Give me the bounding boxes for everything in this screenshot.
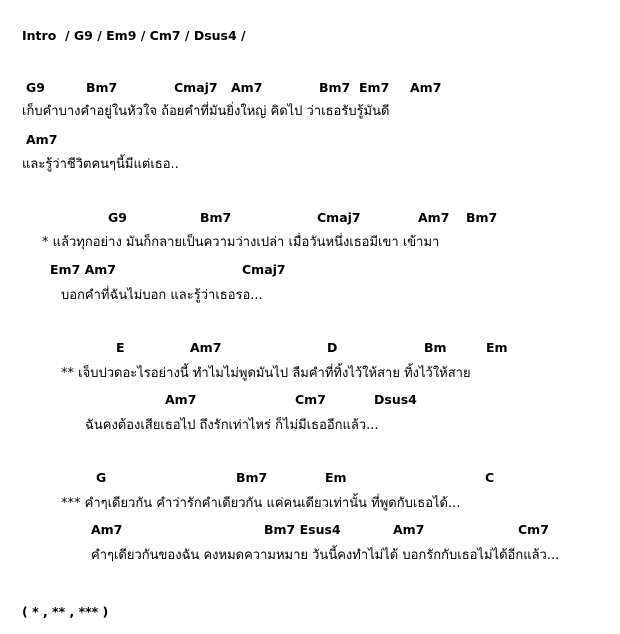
lyric-line: และรู้ว่าชีวิตคนๆนี้มีแต่เธอ.. [22, 157, 179, 172]
chord: Dsus4 [374, 392, 417, 407]
chord: G9 [108, 210, 127, 225]
chord: D [327, 340, 338, 355]
chord: Am7 [231, 80, 263, 95]
chord: E [116, 340, 125, 355]
chord: Em [325, 470, 347, 485]
lyric-line: บอกคำที่ฉันไม่บอก และรู้ว่าเธอรอ... [61, 288, 263, 303]
lyric-line: * แล้วทุกอย่าง มันก็กลายเป็นความว่างเปล่า เมื่อวันหนึ่งเธอมีเขา เข้ามา [42, 235, 440, 250]
chord: Cmaj7 [242, 262, 286, 277]
chord: G [96, 470, 107, 485]
chord: Am7 [91, 522, 123, 537]
chord: Am7 [418, 210, 450, 225]
lyric-line: ** เจ็บปวดอะไรอย่างนี้ ทำไมไม่พูดมันไป ลืมคำที่ทิ้งไว้ให้สาย ทิ้งไว้ให้สาย [61, 366, 471, 381]
lyric-line: คำๆเดียวกันของฉัน คงหมดความหมาย วันนี้คงทำไม่ได้ บอกรักกับเธอไม่ได้อีกแล้ว... [91, 548, 560, 563]
chord: Em [486, 340, 508, 355]
chord: Em7 [359, 80, 390, 95]
chord: Cmaj7 [174, 80, 218, 95]
chord: Bm [424, 340, 447, 355]
chord: Bm7 [466, 210, 498, 225]
lyric-line: ฉันคงต้องเสียเธอไป ถึงรักเท่าไหร่ ก็ไม่มีเธออีกแล้ว... [85, 418, 379, 433]
chord: Bm7 Esus4 [264, 522, 341, 537]
intro-line: Intro / G9 / Em9 / Cm7 / Dsus4 / [22, 28, 246, 43]
lyric-line: *** คำๆเดียวกัน คำว่ารักคำเดียวกัน แค่คนเดียวเท่านั้น ที่พูดกับเธอได้... [61, 496, 461, 511]
chord: Bm7 [200, 210, 232, 225]
chord: Am7 [190, 340, 222, 355]
chord: Bm7 [236, 470, 268, 485]
chord: Cmaj7 [317, 210, 361, 225]
lyric-line: เก็บคำบางคำอยู่ในหัวใจ ถ้อยคำที่มันยิ่งใหญ่ คิดไป ว่าเธอรับรู้มันดี [22, 104, 390, 119]
chord: Am7 [26, 132, 58, 147]
chord: Cm7 [518, 522, 549, 537]
repeat-marker: ( * , ** , *** ) [22, 604, 109, 619]
chord: Am7 [165, 392, 197, 407]
chord: C [485, 470, 495, 485]
chord: Am7 [410, 80, 442, 95]
chord: Bm7 [86, 80, 118, 95]
chord: Cm7 [295, 392, 326, 407]
chord: Em7 Am7 [50, 262, 117, 277]
chord: Bm7 [319, 80, 351, 95]
chord: G9 [26, 80, 45, 95]
chord: Am7 [393, 522, 425, 537]
